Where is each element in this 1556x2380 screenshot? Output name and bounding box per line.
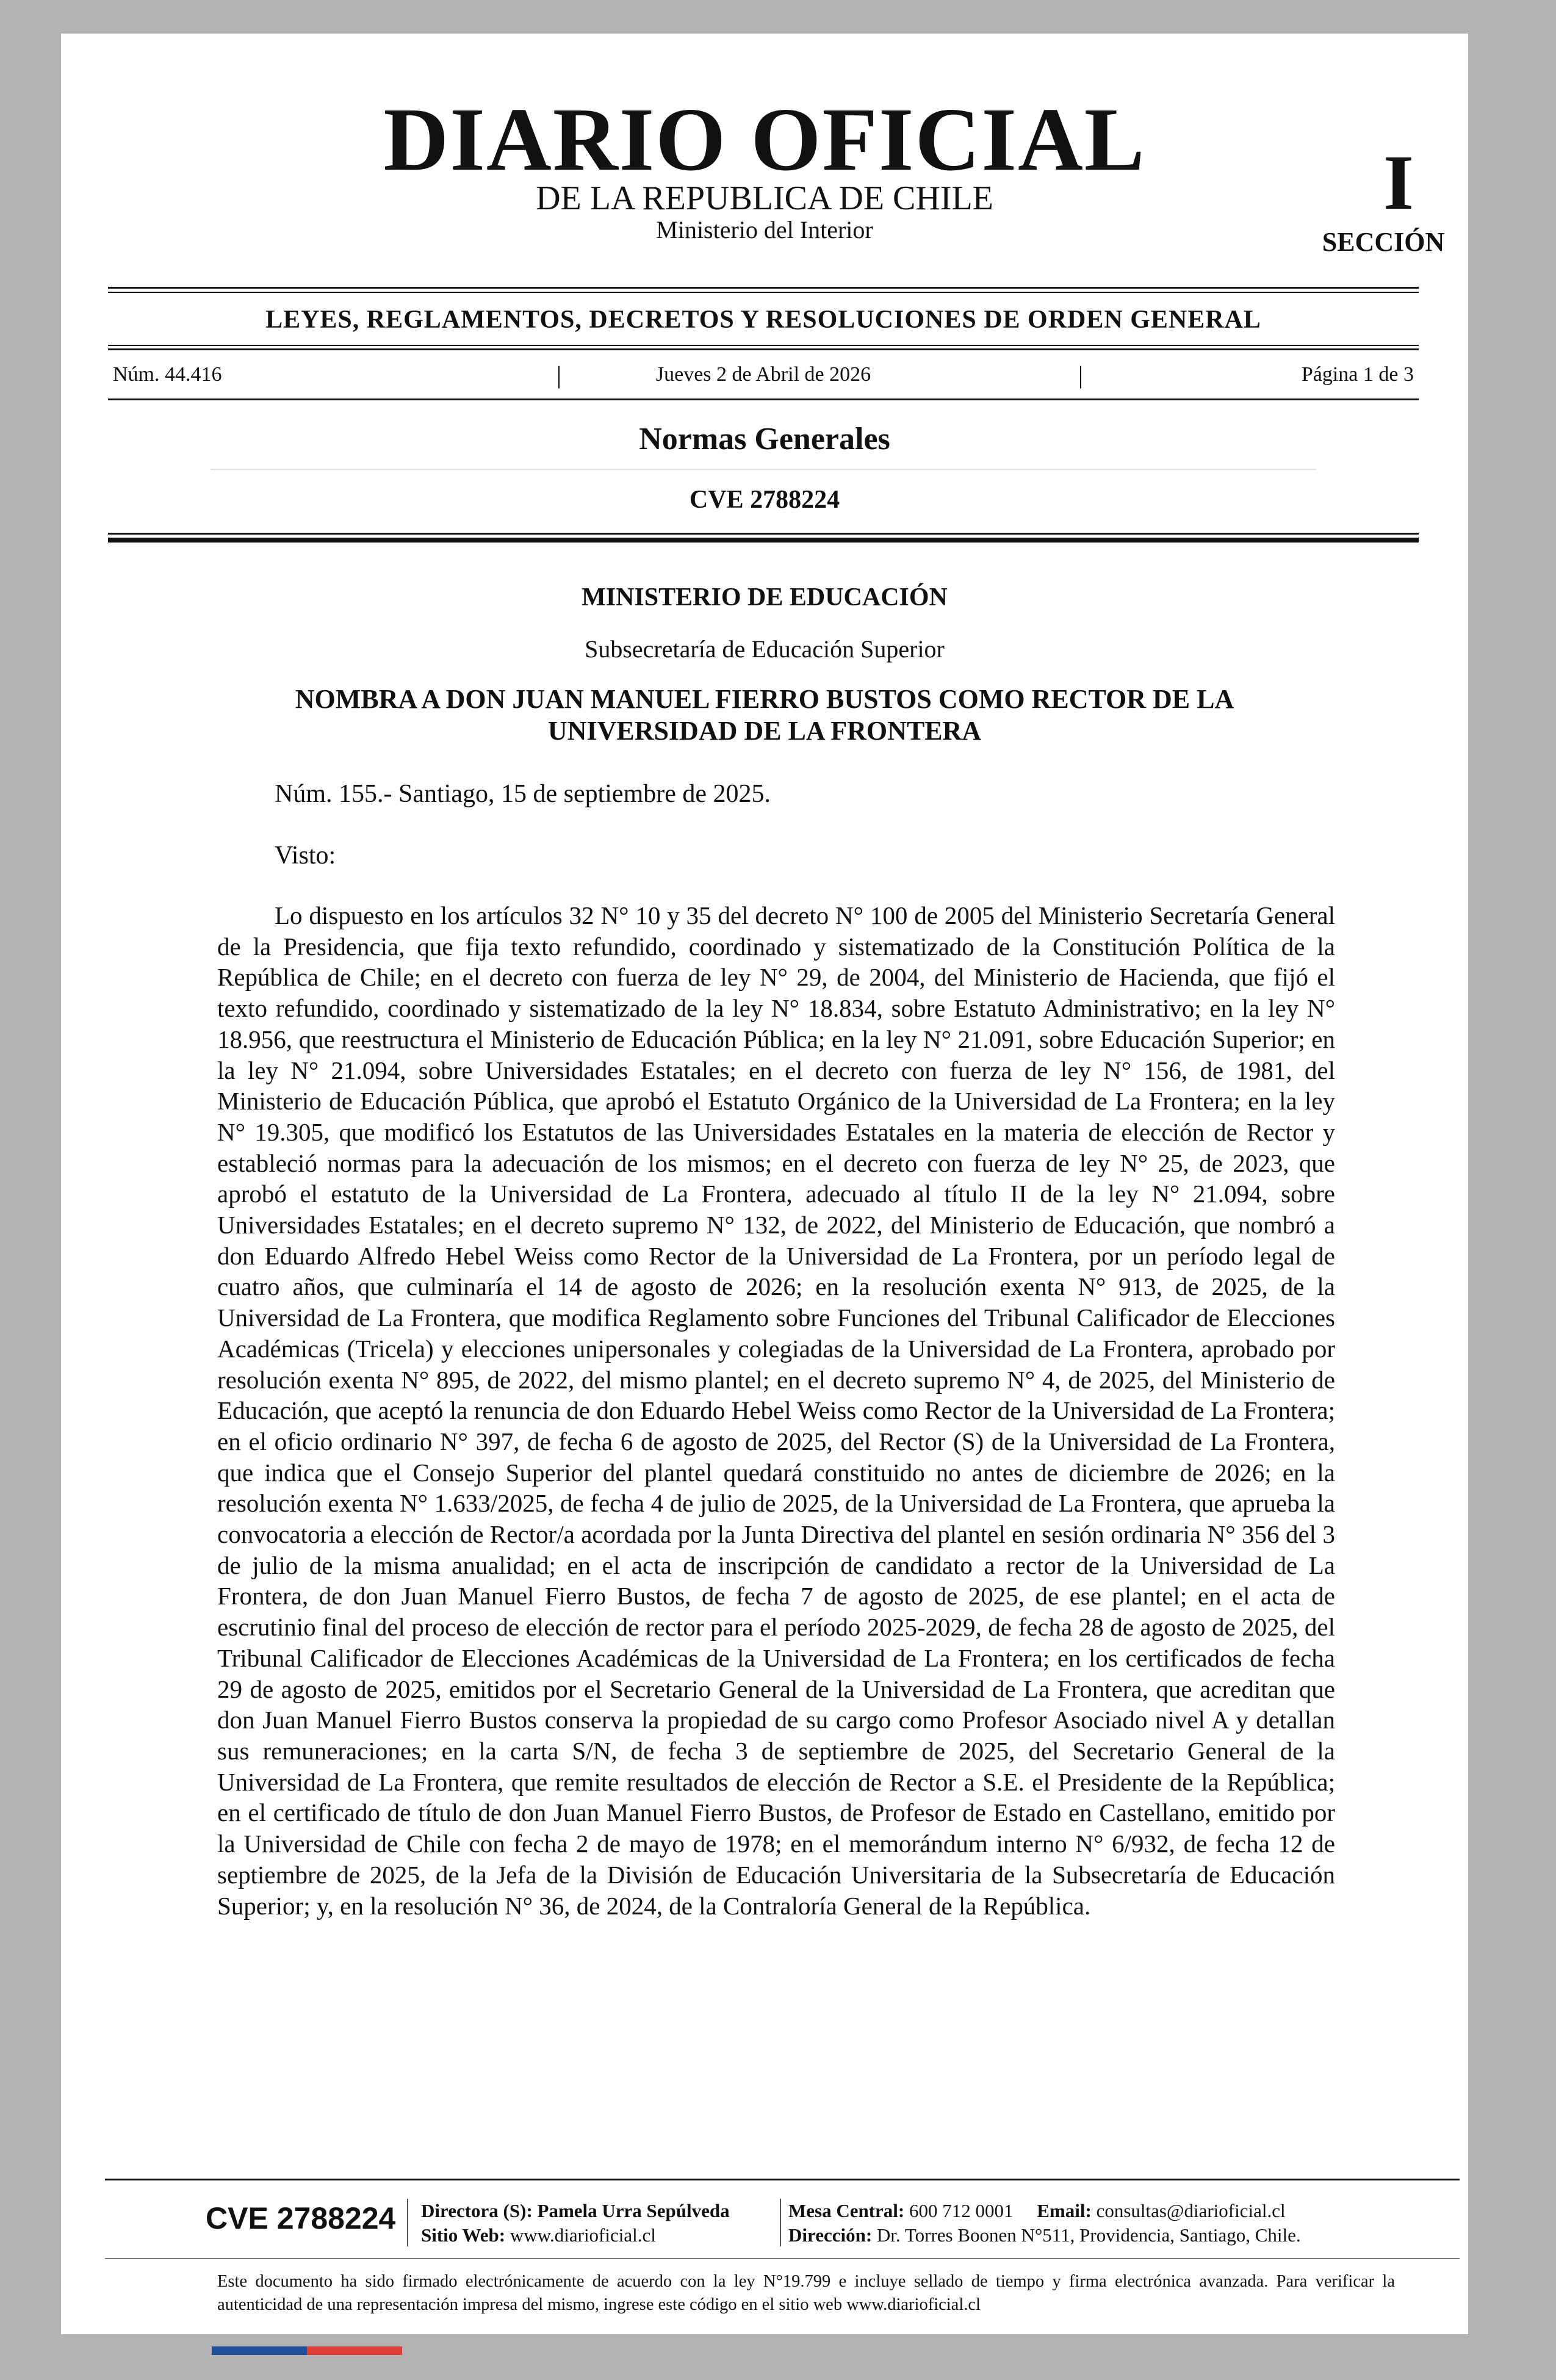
footer-phone: 600 712 0001: [909, 2200, 1014, 2221]
decree-number-date: Núm. 155.- Santiago, 15 de septiembre de 2025.: [275, 780, 771, 808]
footer-address-label: Dirección:: [788, 2224, 873, 2246]
issue-date: Jueves 2 de Abril de 2026: [655, 363, 871, 386]
body-rule-thin: [108, 533, 1419, 535]
publication-subheader: LEYES, REGLAMENTOS, DECRETOS Y RESOLUCIONES DE ORDEN GENERAL: [265, 306, 1261, 334]
masthead-subtitle: DE LA REPUBLICA DE CHILE: [536, 179, 993, 217]
meta-separator: |: [556, 361, 562, 389]
footer-director: Directora (S): Pamela Urra Sepúlveda: [421, 2200, 730, 2221]
section-title: Normas Generales: [639, 422, 890, 456]
meta-rule: [108, 398, 1419, 400]
footer-divider: [407, 2199, 408, 2246]
footer-rule-secondary: [105, 2258, 1460, 2259]
cve-code: CVE 2788224: [689, 486, 840, 514]
footer-rule: [105, 2179, 1460, 2180]
footer-website-label: Sitio Web:: [421, 2224, 506, 2246]
masthead-ministry: Ministerio del Interior: [656, 216, 873, 243]
body-rule-thick: [108, 538, 1419, 543]
decree-title-line: NOMBRA A DON JUAN MANUEL FIERRO BUSTOS COMO RECTOR DE LA: [295, 684, 1234, 714]
meta-separator: |: [1078, 361, 1084, 389]
page-indicator: Página 1 de 3: [1301, 363, 1414, 386]
flag-stripe-blue: [212, 2346, 307, 2355]
footer-contact-right: [788, 2199, 1460, 2248]
header-rule-top-thin: [108, 292, 1419, 293]
footer-authenticity-note: Este documento ha sido firmado electrónicamente de acuerdo con la ley N°19.799 e incluye sellado de tiempo y firma electrónica avanzada. Para verificar la autenticidad de una representación impresa del mismo, ingrese este código en el sitio web www.diarioficial.cl: [217, 2272, 1395, 2314]
section-number: I: [1383, 139, 1414, 226]
footer-phone-label: Mesa Central:: [788, 2200, 905, 2221]
masthead-title: DIARIO OFICIAL: [383, 90, 1146, 190]
footer-email-link[interactable]: consultas@diarioficial.cl: [1096, 2200, 1286, 2221]
footer-cve-code: CVE 2788224: [206, 2201, 396, 2235]
decree-title: [281, 683, 1248, 747]
footer-divider: [780, 2199, 781, 2246]
section-label: SECCIÓN: [1322, 227, 1445, 257]
footer-contact-left: [421, 2199, 842, 2248]
issuing-ministry: MINISTERIO DE EDUCACIÓN: [582, 583, 948, 611]
visto-label: Visto:: [275, 842, 336, 870]
section-title-divider: [211, 469, 1316, 470]
visto-body-paragraph: Lo dispuesto en los artículos 32 N° 10 y 35 del decreto N° 100 de 2005 del Ministerio Secretaría General de la Presidencia, que fija texto refundido, coordinado y sistematizado de la Constitución Política de la República de Chile; en el decreto con fuerza de ley N° 29, de 2004, del Ministerio de Hacienda, que fijó el texto refundido, coordinado y sistematizado de la ley N° 18.834, sobre Estatuto Administrativo; en la ley N° 18.956, que reestructura el Ministerio de Educación Pública; en la ley N° 21.091, sobre Educación Superior; en la ley N° 21.094, sobre Universidades Estatales; en el decreto con fuerza de ley N° 156, de 1981, del Ministerio de Educación Pública, que aprobó el Estatuto Orgánico de la Universidad de La Frontera; en la ley N° 19.305, que modificó los Estatutos de las Universidades Estatales en la materia de elección de Rector y estableció normas para la adecuación de los mismos; en el decreto con fuerza de ley N° 25, de 2023, que aprobó el estatuto de la Universidad de La Frontera, adecuado al título II de la ley N° 21.094, sobre Universidades Estatales; en el decreto supremo N° 132, de 2022, del Ministerio de Educación, que nombró a don Eduardo Alfredo Hebel Weiss como Rector de la Universidad de La Frontera, por un período legal de cuatro años, que culminaría el 14 de agosto de 2026; en la resolución exenta N° 913, de 2025, de la Universidad de La Frontera, que modifica Reglamento sobre Funciones del Tribunal Calificador de Elecciones Académicas (Tricela) y elecciones unipersonales y colegiadas de la Universidad de La Frontera, aprobado por resolución exenta N° 895, de 2022, del mismo plantel; en el decreto supremo N° 4, de 2025, del Ministerio de Educación, que aceptó la renuncia de don Eduardo Hebel Weiss como Rector de la Universidad de La Frontera; en el oficio ordinario N° 397, de fecha 6 de agosto de 2025, del Rector (S) de la Universidad de La Frontera, que indica que el Consejo Superior del plantel quedará constituido no antes de diciembre de 2026; en la resolución exenta N° 1.633/2025, de fecha 4 de julio de 2025, de la Universidad de La Frontera, que aprueba la convocatoria a elección de Rector/a acordada por la Junta Directiva del plantel en sesión ordinaria N° 356 del 3 de julio de la misma anualidad; en el acta de inscripción de candidato a rector de la Universidad de La Frontera, de don Juan Manuel Fierro Bustos, de fecha 7 de agosto de 2025, de ese plantel; en el acta de escrutinio final del proceso de elección de rector para el período 2025-2029, de fecha 28 de agosto de 2025, del Tribunal Calificador de Elecciones Académicas de la Universidad de La Frontera; en los certificados de fecha 29 de agosto de 2025, emitidos por el Secretario General de la Universidad de La Frontera, que acreditan que don Juan Manuel Fierro Bustos conserva la propiedad de su cargo como Profesor Asociado nivel A y detallan sus remuneraciones; en la carta S/N, de fecha 3 de septiembre de 2025, del Secretario General de la Universidad de La Frontera, que remite resultados de elección de Rector a S.E. el Presidente de la República; en el certificado de título de don Juan Manuel Fierro Bustos, de Profesor de Estado en Castellano, emitido por la Universidad de Chile con fecha 2 de mayo de 1978; en el memorándum interno N° 6/932, de fecha 12 de septiembre de 2025, de la Jefa de la División de Educación Universitaria de la Subsecretaría de Educación Superior; y, en la resolución N° 36, de 2024, de la Contraloría General de la República.: [217, 901, 1335, 1920]
flag-stripe-red: [307, 2346, 402, 2355]
issue-number: Núm. 44.416: [113, 363, 222, 386]
header-rule-mid: [108, 345, 1419, 346]
decree-title-line: UNIVERSIDAD DE LA FRONTERA: [547, 716, 982, 746]
footer-address: Dr. Torres Boonen N°511, Providencia, Santiago, Chile.: [876, 2224, 1301, 2246]
header-rule-top: [108, 287, 1419, 289]
document-page: [61, 34, 1468, 2334]
footer-email-label: Email:: [1037, 2200, 1092, 2221]
issue-meta-row: [108, 363, 1419, 394]
header-rule-mid-thick: [108, 348, 1419, 350]
subsecretariat: Subsecretaría de Educación Superior: [585, 635, 945, 663]
footer-website-link[interactable]: www.diarioficial.cl: [510, 2224, 656, 2246]
